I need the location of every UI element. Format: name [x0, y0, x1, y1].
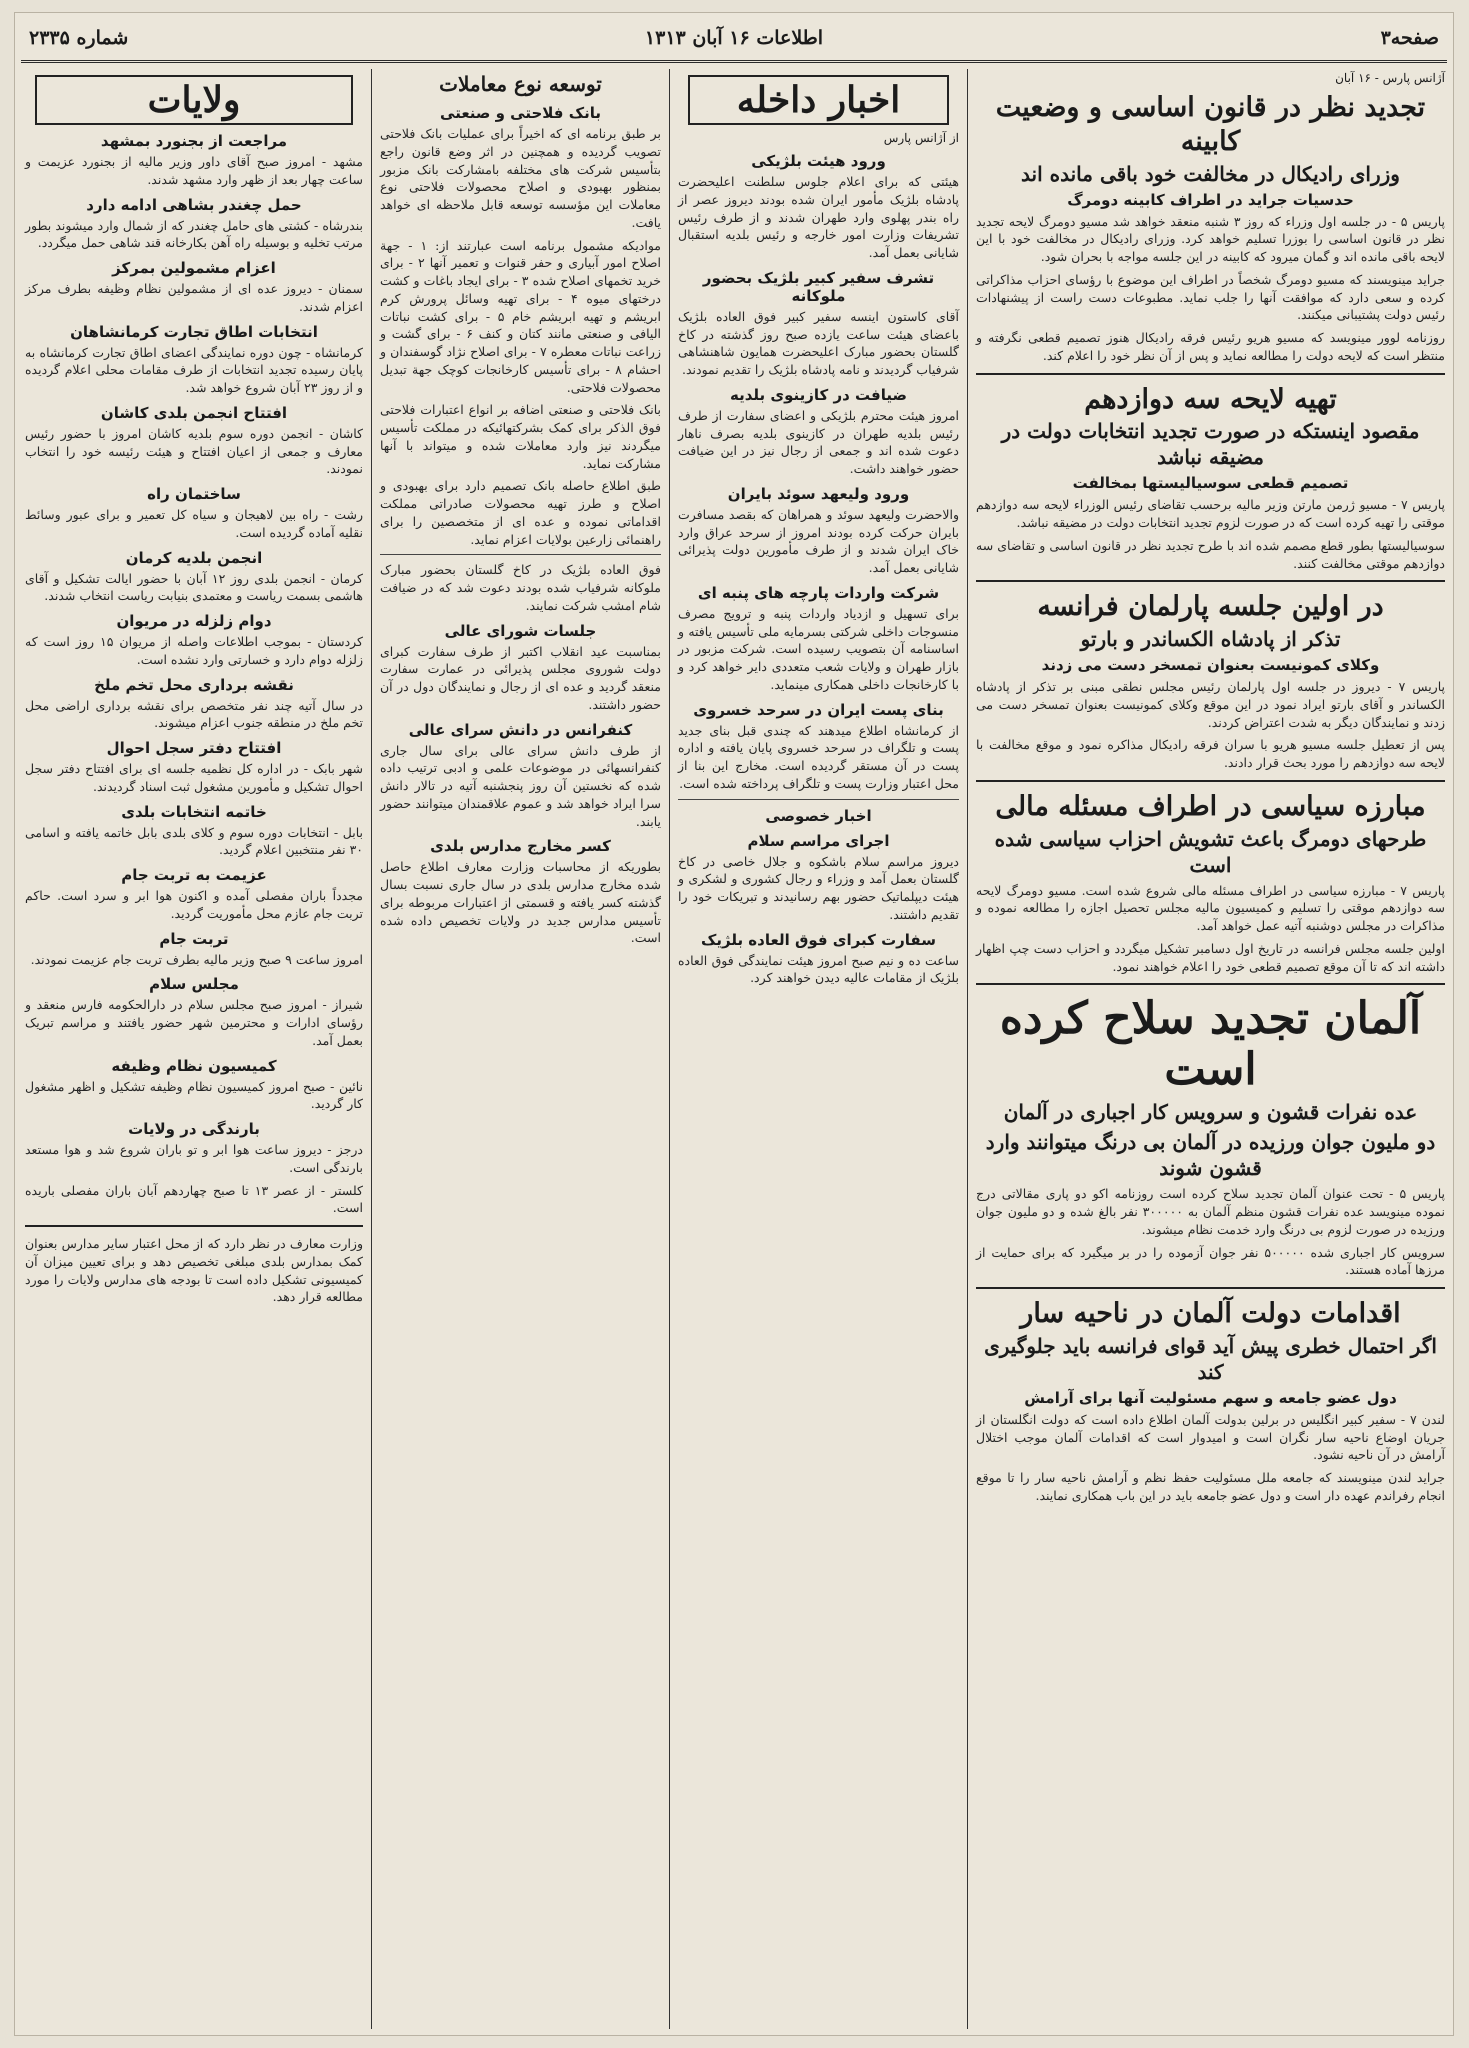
article-paragraph: بانک فلاحتی و صنعتی اضافه بر انواع اعتبارات فلاحتی فوق الذکر برای کمک بشرکتهائیکه در مملکت تأسیس میگردند نیز وارد معاملات شده و میتواند با آنها مشارکت نماید. — [380, 402, 661, 471]
column-provinces — [17, 69, 371, 2029]
divider — [678, 799, 959, 800]
article-paragraph: لندن ۷ - سفیر کبیر انگلیس در برلین بدولت آلمان اطلاع داده است که دولت انگلستان از جریان اوضاع ناحیه سار نگران است و امیدوار است که اقدامات آلمان موجب اختلال آرامش در آن ناحیه نشود. — [976, 1411, 1445, 1463]
province-news-head: ساختمان راه — [147, 485, 241, 503]
news-body: ساعت ده و نیم صبح امروز هیئت نمایندگی فوق العاده بلژیک از مقامات عالیه دیدن خواهند کرد. — [678, 952, 959, 986]
article-paragraph: پاریس ۷ - دیروز در جلسه اول پارلمان رئیس مجلس نطقی مبنی بر تذکر از پادشاه الکساندر و آقای بارتو ایراد نمود در این موقع وکلای کمونیست بعنوان تمسخر دست می زدند و نمایندگان دیگر به شدت اعتراض کردند. — [976, 679, 1445, 730]
news-body: والاحضرت ولیعهد سوئد و همراهان که بقصد مسافرت بایران حرکت کرده بودند امروز از سرحد عراق وارد خاک ایران شدند و از طرف مأمورین دولت پذیرائی شایانی بعمل آمد. — [678, 506, 959, 575]
divider — [976, 983, 1445, 985]
news-body: آقای کاستون اینسه سفیر کبیر فوق العاده بلژیک باعضای هیئت ساعت یازده صبح روز گذشته در کاخ گلستان بحضور مبارک اعلیحضرت همایون شاهنشاهی شرفیاب گردیدند و نامه پادشاه بلژیک را تقدیم نمودند. — [678, 308, 959, 377]
divider — [976, 780, 1445, 782]
province-news-head: انتخابات اطاق تجارت کرمانشاهان — [70, 322, 318, 341]
article-paragraph: جراید لندن مینویسند که جامعه ملل مسئولیت حفظ نظم و آرامش ناحیه سار را تا موقع انجام رفراندم عهده دار است و دول عضو جامعه باید در این باب همکاری نمایند. — [976, 1470, 1445, 1503]
article-paragraph: طبق اطلاع حاصله بانک تصمیم دارد برای بهبودی و اصلاح و طرز تهیه محصولات صادراتی مملکت اقداماتی نموده و عده ای از متخصصین را برای راهنمائی زارعین بولایات اعزام نماید. — [380, 478, 661, 547]
article-paragraph: پس از تعطیل جلسه مسیو هریو با سران فرقه رادیکال مذاکره نمود و موقع مخالفت با لایحه سه دوازدهم را مورد بحث قرار دادند. — [976, 737, 1445, 770]
news-head: ورود هیئت بلژیکی — [751, 152, 886, 170]
province-news-head: افتتاح دفتر سجل احوال — [106, 739, 282, 757]
masthead — [21, 17, 1447, 63]
provinces-list — [25, 132, 363, 1217]
subhead-french-forces: اگر احتمال خطری پیش آید قوای فرانسه باید جلوگیری کند — [984, 1333, 1437, 1384]
subhead-agri-bank: بانک فلاحتی و صنعتی — [440, 104, 601, 122]
article-paragraph: پاریس ۷ - مبارزه سیاسی در اطراف مسئله مالی شروع شده است. مسیو دومرگ لایحه سه دوازدهم موقتی را تسلیم و کمیسیون مالیه مجلس تحصیل اجازه را مطالعه نموده و مذاکرات در مجلس دوشنبه آتیه عمل خواهد آمد. — [976, 882, 1446, 933]
province-news-body: مجدداً باران مفصلی آمده و اکنون هوا ابر و سرد است. حاکم تربت جام عازم محل مأموریت گردید. — [25, 888, 363, 921]
news-body: بطوریکه از محاسبات وزارت معارف اطلاع حاصل شده مخارج مدارس بلدی در سال جاری نسبت بسال گذشته کسر یافته و قسمتی از اعتبارات مربوطه برای تأسیس مدارس جدید در ولایات تخصیص داده شده است. — [380, 859, 661, 946]
article-paragraph: پاریس ۵ - در جلسه اول وزراء که روز ۳ شنبه منعقد خواهد شد مسیو دومرگ لایحه تجدید نظر در قانون اساسی را بوزرا تسلیم خواهد کرد. وزرای رادیکال در مخالفت خود با این لایحه باقی مانده اند و گمان میرود که کابینه در این جلسه مواجه با بحران شود. — [976, 213, 1445, 264]
news-body: بمناسبت عید انقلاب اکتبر از طرف سفارت کبرای دولت شوروی مجلس پذیرائی در عمارت سفارت منعقد گردید و عده ای از رجال و نمایندگان دول در آن حضور داشتند. — [380, 643, 661, 712]
province-news-body: کرمانشاه - چون دوره نمایندگی اعضای اطاق تجارت کرمانشاه به پایان رسیده تجدید انتخابات از طرف مقامات محلی اعلام گردیده و از روز ۲۳ آبان شروع خواهد شد. — [25, 344, 363, 395]
province-news-body: شیراز - امروز صبح مجلس سلام در دارالحکومه فارس منعقد و رؤسای ادارات و محترمین شهر حضور یافتند و مراسم تبریک بعمل آمد. — [25, 997, 363, 1048]
province-news-body: کرمان - انجمن بلدی روز ۱۲ آبان با حضور ایالت تشکیل و آقای هاشمی بسمت ریاست و معتمدی بنیابت ریاست انتخاب شدند. — [25, 570, 363, 604]
headline-parliament: در اولین جلسه پارلمان فرانسه — [1037, 591, 1384, 623]
divider — [976, 373, 1445, 375]
news-head: سفارت کبرای فوق العاده بلژیک — [701, 930, 936, 949]
article-paragraph: پاریس ۷ - مسیو ژرمن مارتن وزیر مالیه برحسب تقاضای رئیس الوزراء لایحه سه دوازدهم موقتی را تهیه کرده است که در صورت لزوم تجدید انتخابات دولت در مضیقه نباشد. — [976, 497, 1445, 530]
subhead-two-million: دو ملیون جوان ورزیده در آلمان بی درنگ میتوانند وارد قشون شوند — [985, 1130, 1436, 1181]
column-economy — [371, 69, 669, 2029]
section-head-league: دول عضو جامعه و سهم مسئولیت آنها برای آرامش — [1024, 1388, 1397, 1407]
newspaper-page — [14, 12, 1454, 2036]
article-paragraph: فوق العاده بلژیک در کاخ گلستان بحضور مبارک ملوکانه شرفیاب شده بودند دعوت شد که در ضیافت شام امشب شرکت نمایند. — [380, 562, 661, 613]
article-paragraph: اولین جلسه مجلس فرانسه در تاریخ اول دسامبر تشکیل میگردد و احزاب دست چپ اظهار داشته اند که تا آن موقع تصمیم قطعی خود را اعلام خواهند نمود. — [976, 940, 1445, 974]
province-news-head: مراجعت از بجنورد بمشهد — [100, 132, 288, 150]
news-head: ورود ولیعهد سوئد بایران — [727, 484, 910, 503]
section-head-press: حدسیات جراید در اطراف کابینه دومرگ — [1067, 190, 1354, 209]
article-paragraph: جراید مینویسند که مسیو دومرگ شخصاً در اطراف این موضوع با رؤسای احزاب مذاکراتی کرده و سعی دارد که موافقت آنها را جلب نماید. مطبوعات دست راست از پیشنهادات رئیس دولت پشتیبانی میکنند. — [976, 271, 1445, 323]
province-news-body: بابل - انتخابات دوره سوم و کلای بلدی بابل خاتمه یافته و اسامی ۳۰ نفر منتخبین اعلام گردید. — [25, 824, 363, 858]
province-news-body: سمنان - دیروز عده ای از مشمولین نظام وظیفه بطرف مرکز اعزام شدند. — [25, 281, 363, 314]
province-news-head: عزیمت به تربت جام — [121, 866, 267, 884]
province-news-head: نقشه برداری محل تخم ملخ — [94, 675, 294, 694]
column-foreign-news — [967, 69, 1453, 2029]
province-news-head: بارندگی در ولایات — [128, 1120, 260, 1138]
province-news-head: حمل چغندر بشاهی ادامه دارد — [86, 195, 302, 214]
province-news-body: کاشان - انجمن دوره سوم بلدیه کاشان امروز با حضور رئیس معارف و جمعی از اعیان افتتاح و هیئت رئیسه خود را انتخاب نمودند. — [25, 425, 363, 477]
footer-paragraph: وزارت معارف در نظر دارد که از محل اعتبار سایر مدارس بعنوان کمک بمدارس بلدی مبلغی تخصیص دهد و برای تعیین میزان آن کمیسیونی تشکیل داده است تا بودجه های مدارس ولایات را مورد مطالعه قرار دهد. — [25, 1236, 363, 1305]
province-news-head: دوام زلزله در مریوان — [116, 612, 272, 630]
newspaper-title-date: اطلاعات ۱۶ آبان ۱۳۱۳ — [644, 27, 824, 49]
page-number: صفحه۳ — [1380, 27, 1439, 49]
subhead-radicals: وزرای رادیکال در مخالفت خود باقی مانده اند — [1021, 161, 1400, 186]
headline-three-twelfths: تهیه لایحه سه دوازدهم — [1084, 383, 1337, 415]
news-body: امروز هیئت محترم بلژیکی و اعضای سفارت از طرف رئیس بلدیه طهران در کازینوی بلدیه بصرف ناهار دعوت شده اند و جمعی از رجال نیز در این ضیافت حضور خواهند داشت. — [678, 407, 959, 476]
province-news-body: مشهد - امروز صبح آقای داور وزیر مالیه از بجنورد عزیمت و ساعت چهار بعد از ظهر وارد مشهد شدند. — [25, 154, 363, 187]
news-head: کسر مخارج مدارس بلدی — [430, 837, 611, 856]
province-news-head: خاتمه انتخابات بلدی — [121, 802, 267, 821]
article-paragraph: سوسیالیستها بطور قطع مصمم شده اند با طرح تجدید نظر در قانون اساسی و تقاضای سه دوازدهم موقتی مخالفت کنند. — [976, 537, 1445, 571]
section-title-transactions: توسعه نوع معاملات — [439, 72, 602, 96]
province-news-head: مجلس سلام — [149, 975, 239, 994]
subhead-army: عده نفرات قشون و سرویس کار اجباری در آلمان — [1003, 1100, 1418, 1125]
news-head: جلسات شورای عالی — [444, 621, 597, 640]
province-news-body: رشت - راه بین لاهیجان و سیاه کل تعمیر و برای عبور وسائط نقلیه آماده گردیده است. — [25, 507, 363, 540]
province-news-body: در سال آتیه چند نفر متخصص برای نقشه برداری اراضی محل تخم ملخ در منطقه جنوب اعزام میشوند. — [25, 697, 363, 731]
province-news-body: درجز - دیروز ساعت هوا ابر و تو باران شروع شد و هوا مستعد بارندگی است. — [25, 1142, 363, 1175]
divider — [380, 554, 661, 555]
section-title-provinces: ولایات — [35, 75, 353, 125]
divider — [25, 1225, 363, 1227]
news-body: هیئتی که برای اعلام جلوس سلطنت اعلیحضرت پادشاه بلژیک مأمور ایران شده بودند دیروز عصر از راه بندر پهلوی وارد طهران شدند و از طرف رئیس تشریفات وزارت امور خارجه و رئیس بلدیه استقبال شایانی بعمل آمد. — [678, 174, 959, 260]
province-news-head: کمیسیون نظام وظیفه — [111, 1056, 277, 1075]
province-news-head: افتتاح انجمن بلدی کاشان — [100, 403, 288, 422]
news-head: شرکت واردات پارچه های پنبه ای — [697, 583, 940, 602]
section-head-socialists: تصمیم قطعی سوسیالیستها بمخالفت — [1072, 474, 1349, 493]
province-news-body: نائین - صبح امروز کمیسیون نظام وظیفه تشکیل و اظهر مشغول کار گردید. — [25, 1078, 363, 1112]
province-news-head: انجمن بلدیه کرمان — [125, 548, 263, 567]
news-head: کنفرانس در دانش سرای عالی — [408, 720, 633, 739]
news-head: بنای پست ایران در سرحد خسروی — [693, 700, 944, 719]
news-head: تشرف سفیر کبیر بلژیک بحضور ملوکانه — [702, 268, 935, 305]
article-paragraph: موادیکه مشمول برنامه است عبارتند از: ۱ - جهة اصلاح امور آبیاری و حفر قنوات و تعمیر آنها ۲ - برای خرید تخمهای اصلاح شده ۳ - برای ایجاد باغات و کشت درختهای میوه ۴ - برای تهیه وسائل پرورش کرم ابریشم و تهیه ابریشم خام ۵ - برای کشت نباتات الیافی و صنعتی مانند کتان و کنف ۶ - برای گشت و زراعت نباتات معطره ۷ - برای اصلاح نژاد گوسفندان و احشام ۸ - برای تأسیس کارخانجات کوچک جهة تبدیل محصولات فلاحتی. — [380, 237, 662, 395]
subhead-king-barthou: تذکر از پادشاه الکساندر و بارتو — [1080, 627, 1341, 651]
news-body: دیروز مراسم سلام باشکوه و جلال خاصی در کاخ گلستان بعمل آمد و وزراء و رجال کشوری و لشکری و هیئت دیپلماتیک حضور بهم رسانیدند و تبریکات خود را تقدیم داشتند. — [678, 853, 959, 922]
province-news-head: اعزام مشمولین بمرکز — [112, 259, 276, 277]
headline-constitution: تجدید نظر در قانون اساسی و وضعیت کابینه — [995, 92, 1426, 157]
section-head-communists: وکلای کمونیست بعنوان تمسخر دست می زدند — [1041, 656, 1380, 674]
headline-germany-rearmed: آلمان تجدید سلاح کرده است — [999, 993, 1422, 1096]
province-news-head: تربت جام — [159, 929, 229, 948]
news-head: ضیافت در کازینوی بلدیه — [730, 385, 907, 404]
divider — [976, 580, 1445, 582]
news-body: برای تسهیل و ازدیاد واردات پنبه و ترویج مصرف منسوجات داخلی شرکتی بسرمایه ملی تأسیس یافته و اساسنامه آن بتصویب رسیده است. شرکت مزبور در بازار طهران و ولایات شعب متعددی دایر خواهد کرد و با کارخانجات داخلی همکاری مینماید. — [678, 605, 959, 692]
section-title-domestic: اخبار داخله — [688, 75, 949, 125]
column-domestic-news — [669, 69, 967, 2029]
divider — [976, 1287, 1445, 1289]
article-paragraph: بر طبق برنامه ای که اخیراً برای عملیات بانک فلاحتی تصویب گردیده و همچنین در اثر وضع قانون راجع بتأسیس شرکت های مختلفه بامشارکت بانک مزبور بمنظور بهبودی و اصلاح محصولات فلاحتی نوع معاملات این مؤسسه توسعه قابل ملاحظه ای خواهد یافت. — [380, 126, 661, 230]
news-head: اجرای مراسم سلام — [747, 831, 890, 850]
province-news-body: امروز ساعت ۹ صبح وزیر مالیه بطرف تربت جام عزیمت نمودند. — [30, 951, 363, 967]
agency-kicker: آژانس پارس - ۱۶ آبان — [1335, 71, 1445, 85]
subhead-parties: طرحهای دومرگ باعث تشویش احزاب سیاسی شده است — [994, 826, 1427, 877]
headline-saar: اقدامات دولت آلمان در ناحیه سار — [1020, 1298, 1401, 1329]
article-paragraph: پاریس ۵ - تحت عنوان آلمان تجدید سلاح کرده است روزنامه اکو دو پاری مقالاتی درج نموده مینویسد عده نفرات قشون منظم آلمان به ۳۰۰۰۰۰ نفر بالغ شده و دو ملیون جوان ورزیده در صورت لزوم بی درنگ وارد خدمت نظام میشوند. — [976, 1186, 1445, 1237]
issue-number: شماره ۲۳۳۵ — [29, 27, 129, 49]
news-section-private: اخبار خصوصی — [765, 806, 872, 825]
province-news-body: کردستان - بموجب اطلاعات واصله از مریوان ۱۵ روز است که زلزله دوام دارد و خسارتی وارد نشده است. — [25, 634, 364, 667]
province-news-body: بندرشاه - کشتی های حامل چغندر که از شمال وارد میشوند بطور مرتب تخلیه و بوسیله راه آهن بکارخانه قند شاهی حمل میگردد. — [25, 217, 363, 251]
news-body: از کرمانشاه اطلاع میدهند که چندی قبل بنای جدید پست و تلگراف در سرحد خسروی پایان یافته و اداره پست در آن مستقر گردیده است. مخارج این بنا از محل اعتبار وزارت پست و تلگراف پرداخته شده است. — [678, 722, 959, 791]
province-news-body: شهر بابک - در اداره کل نظمیه جلسه ای برای افتتاح دفتر سجل احوال تشکیل و مأمورین مشغول ثبت اسناد گردیدند. — [25, 761, 363, 794]
news-body: از طرف دانش سرای عالی برای سال جاری کنفرانسهائی در موضوعات علمی و ادبی ترتیب داده شده که نخستین آن روز پنجشنبه آتیه در تالار دانش سرا ایراد خواهد شد و عموم علاقمندان میتوانند حضور یابند. — [380, 742, 661, 829]
article-paragraph: سرویس کار اجباری شده ۵۰۰۰۰۰ نفر جوان آزموده را در بر میگیرد که برای حمایت از مرزها آماده هستند. — [976, 1244, 1445, 1278]
subhead-election: مقصود اینستکه در صورت تجدید انتخابات دولت در مضیقه نباشد — [1001, 419, 1420, 470]
agency-source: از آژانس پارس — [883, 131, 959, 145]
article-paragraph: روزنامه لوور مینویسد که مسیو هریو رئیس فرقه رادیکال هنوز تصمیم قطعی نگرفته و منتظر است که لایحه دولت را مطالعه نماید و پس از آن نظر خود را اعلام کند. — [976, 330, 1445, 363]
province-news-body: کلستر - از عصر ۱۳ تا صبح چهاردهم آبان باران مفصلی باریده است. — [25, 1182, 363, 1216]
headline-financial: مبارزه سیاسی در اطراف مسئله مالی — [995, 790, 1426, 822]
